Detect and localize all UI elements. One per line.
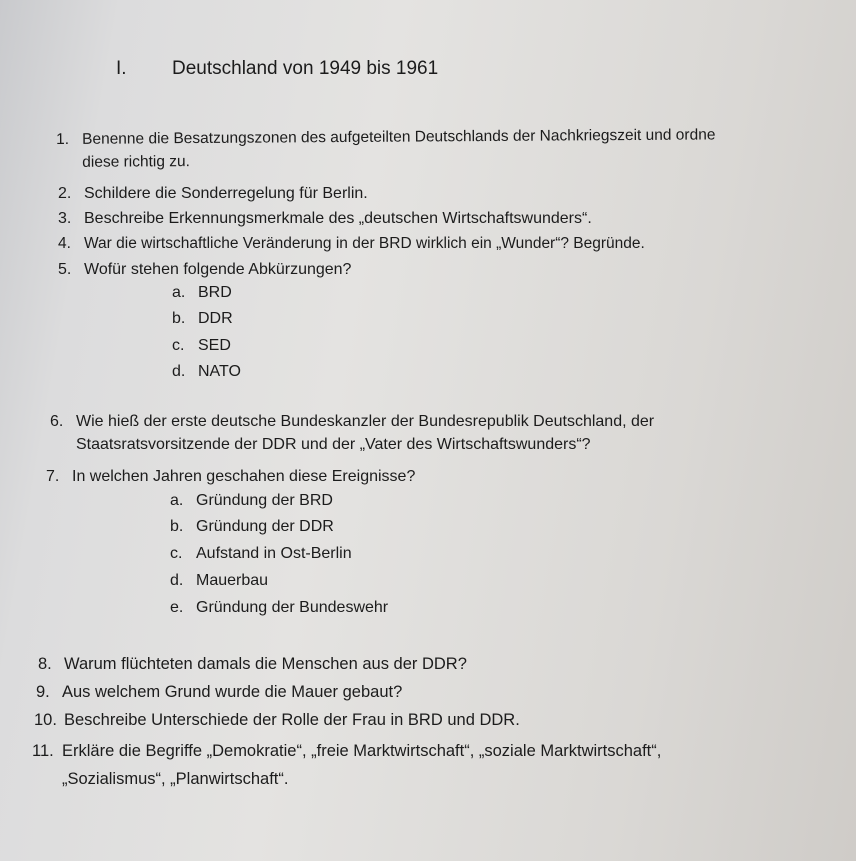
question-3-text: Beschreibe Erkennungsmerkmale des „deutschen Wirtschaftswunders“. bbox=[84, 210, 592, 227]
question-2-text: Schildere die Sonderregelung für Berlin. bbox=[84, 185, 368, 202]
question-5-item-a: a. BRD bbox=[172, 284, 232, 301]
question-11-text: Erkläre die Begriffe „Demokratie“, „freie Marktwirtschaft“, „soziale Marktwirtschaft“, bbox=[62, 742, 662, 760]
question-1-text: Benenne die Besatzungszonen des aufgeteilten Deutschlands der Nachkriegszeit und ordne bbox=[82, 126, 716, 148]
question-7-item-c: c. Aufstand in Ost-Berlin bbox=[170, 545, 352, 562]
question-5-item-b: b. DDR bbox=[172, 310, 233, 327]
question-4-text: War die wirtschaftliche Veränderung in der BRD wirklich ein „Wunder“? Begründe. bbox=[84, 235, 645, 252]
question-7-item-b: b. Gründung der DDR bbox=[170, 518, 334, 535]
question-7-item-e: e. Gründung der Bundeswehr bbox=[170, 599, 389, 616]
question-7-text: In welchen Jahren geschahen diese Ereignisse? bbox=[72, 468, 416, 485]
question-2: 2. Schildere die Sonderregelung für Berlin. bbox=[58, 185, 368, 202]
question-8: 8. Warum flüchteten damals die Menschen aus der DDR? bbox=[38, 655, 467, 673]
question-10-text: Beschreibe Unterschiede der Rolle der Frau in BRD und DDR. bbox=[64, 711, 520, 729]
question-4: 4. War die wirtschaftliche Veränderung in der BRD wirklich ein „Wunder“? Begründe. bbox=[58, 235, 645, 252]
question-3: 3. Beschreibe Erkennungsmerkmale des „deutschen Wirtschaftswunders“. bbox=[58, 210, 592, 227]
question-1: 1. Benenne die Besatzungszonen des aufgeteilten Deutschlands der Nachkriegszeit und ordne diese richtig zu. bbox=[56, 123, 716, 174]
question-8-text: Warum flüchteten damals die Menschen aus der DDR? bbox=[64, 655, 467, 673]
question-11-continuation: „Sozialismus“, „Planwirtschaft“. bbox=[62, 770, 289, 788]
question-5-item-c: c. SED bbox=[172, 337, 231, 354]
question-9-text: Aus welchem Grund wurde die Mauer gebaut? bbox=[62, 683, 403, 701]
question-11: 11. Erkläre die Begriffe „Demokratie“, „freie Marktwirtschaft“, „soziale Marktwirtschaft“, „Sozialismus“, „Planwirtschaft“. bbox=[32, 737, 661, 793]
question-6-continuation: Staatsratsvorsitzende der DDR und der „Vater des Wirtschaftswunders“? bbox=[76, 436, 591, 453]
question-5-text: Wofür stehen folgende Abkürzungen? bbox=[84, 261, 352, 278]
question-1-continuation: diese richtig zu. bbox=[82, 153, 191, 171]
question-10: 10. Beschreibe Unterschiede der Rolle der Frau in BRD und DDR. bbox=[34, 711, 520, 729]
question-6: 6. Wie hieß der erste deutsche Bundeskanzler der Bundesrepublik Deutschland, der Staatsratsvorsitzende der DDR und der „Vater des Wirtschaftswunders“? bbox=[50, 410, 654, 456]
section-heading bbox=[116, 58, 438, 80]
question-7: 7. In welchen Jahren geschahen diese Ereignisse? bbox=[46, 468, 416, 485]
question-7-item-a: a. Gründung der BRD bbox=[170, 492, 333, 509]
question-7-item-d: d. Mauerbau bbox=[170, 572, 269, 589]
section-number: I. bbox=[116, 58, 127, 79]
question-6-text: Wie hieß der erste deutsche Bundeskanzler der Bundesrepublik Deutschland, der bbox=[76, 413, 655, 430]
question-5: 5. Wofür stehen folgende Abkürzungen? bbox=[58, 261, 352, 278]
question-5-item-d: d. NATO bbox=[172, 363, 241, 380]
question-9: 9. Aus welchem Grund wurde die Mauer gebaut? bbox=[36, 683, 403, 701]
section-title: Deutschland von 1949 bis 1961 bbox=[172, 58, 439, 79]
